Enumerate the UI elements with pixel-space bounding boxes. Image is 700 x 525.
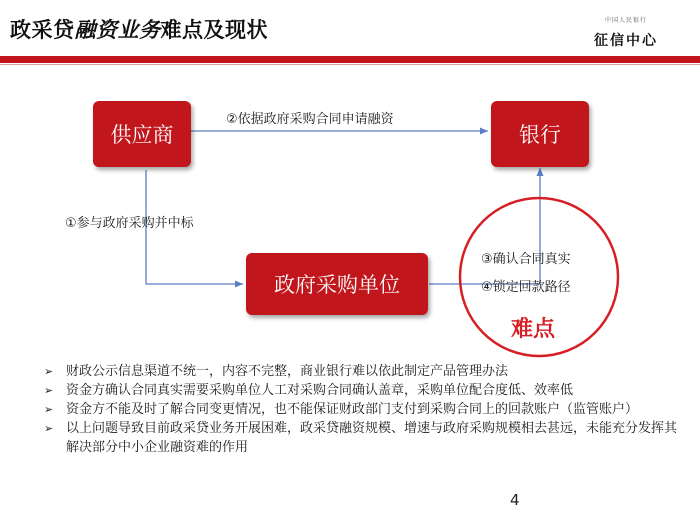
- bullet-arrow-icon: ➢: [44, 384, 54, 397]
- logo-small-text: 中国人民银行: [604, 17, 647, 24]
- logo-main-text: 征信中心: [594, 33, 658, 49]
- bullet-text: 以上问题导致目前政采贷业务开展困难，政采贷融资规模、增速与政府采购规模相去甚远，未能充分发挥其解决部分中小企业融资难的作用: [66, 421, 678, 455]
- node-bank-label: 银行: [519, 123, 561, 147]
- bullet-list: [44, 362, 684, 457]
- title-part-3: 难点及现状: [160, 18, 268, 42]
- edge-label-apply: ②依据政府采购合同申请融资: [226, 112, 394, 127]
- edge-label-confirm: ③确认合同真实: [481, 252, 571, 267]
- title-part-2: 融资业务: [74, 18, 161, 42]
- bullet-arrow-icon: ➢: [44, 365, 54, 378]
- bullet-text: 财政公示信息渠道不统一，内容不完整，商业银行难以依此制定产品管理办法: [66, 364, 509, 379]
- node-gov-procurement-label: 政府采购单位: [274, 273, 400, 297]
- bullet-arrow-icon: ➢: [44, 422, 54, 435]
- bullet-item: [44, 419, 684, 457]
- bullet-item: [44, 362, 684, 381]
- bullet-item: [44, 400, 684, 419]
- difficulty-label: 难点: [511, 317, 556, 342]
- edge-label-lock: ④锁定回款路径: [481, 280, 571, 295]
- bullet-arrow-icon: ➢: [44, 403, 54, 416]
- bullet-text: 资金方不能及时了解合同变更情况，也不能保证财政部门支付到采购合同上的回款账户（监管账户）: [66, 402, 639, 417]
- edge-label-participate: ①参与政府采购并中标: [65, 216, 194, 231]
- node-bank: [491, 101, 589, 167]
- node-supplier: [93, 101, 191, 167]
- bullet-item: [44, 381, 684, 400]
- node-gov-procurement: [246, 253, 428, 315]
- page-number: 4: [510, 491, 520, 509]
- bullet-text: 资金方确认合同真实需要采购单位人工对采购合同确认盖章，采购单位配合度低、效率低: [66, 383, 574, 398]
- node-supplier-label: 供应商: [110, 123, 174, 147]
- title-part-1: 政采贷: [10, 18, 75, 42]
